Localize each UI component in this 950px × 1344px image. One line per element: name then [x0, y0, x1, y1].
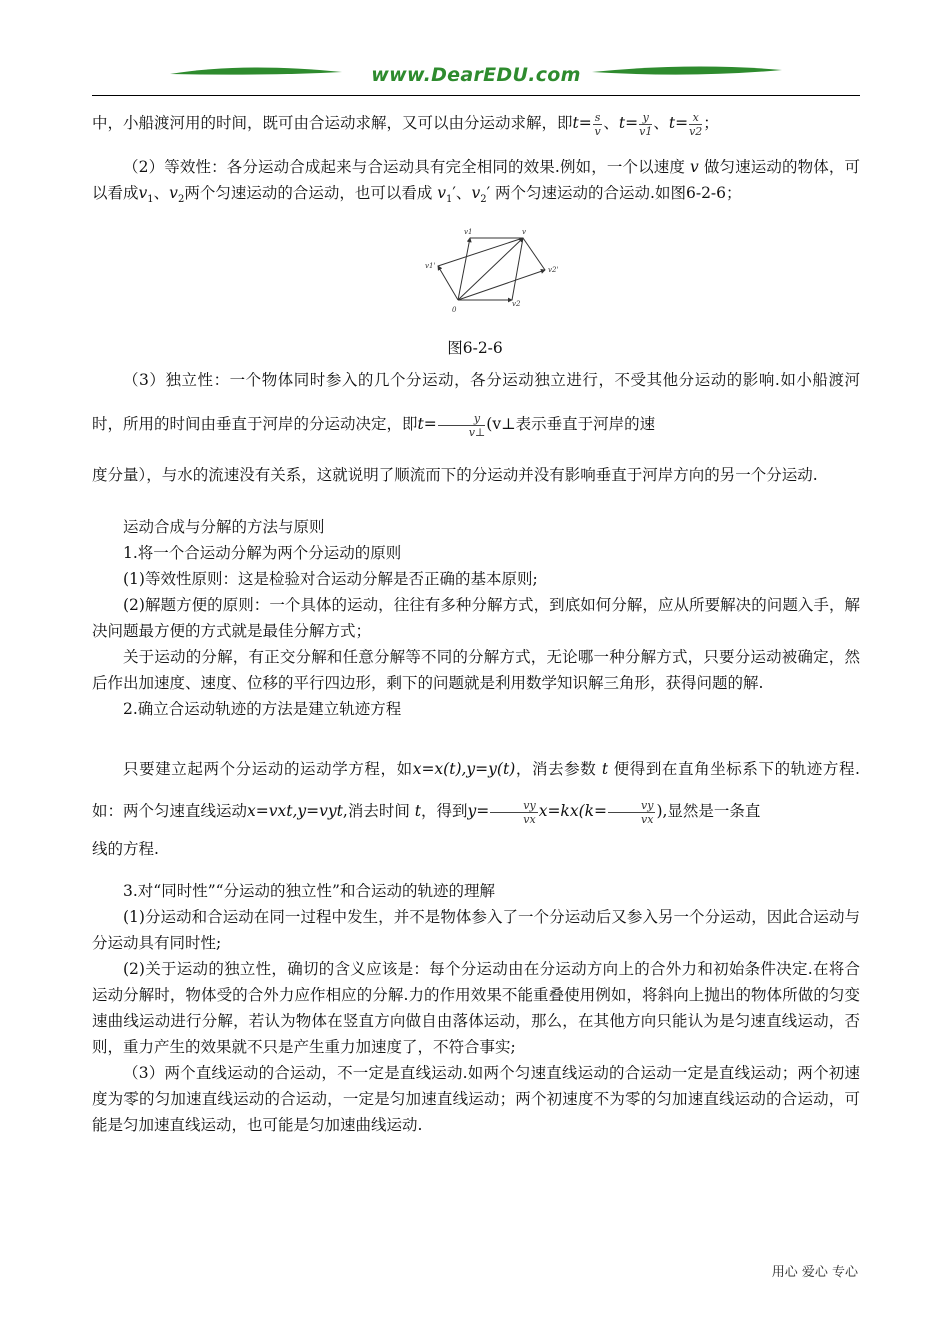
end-punct: ；: [703, 114, 719, 132]
para4-h: ),显然是一条直: [656, 802, 761, 820]
frac-den: v2: [689, 124, 703, 138]
t-eq-3: t=: [668, 114, 689, 132]
decomposition-note: 关于运动的分解，有正交分解和任意分解等不同的分解方式，无论哪一种分解方式，只要分运动被确定，然后作出加速度、速度、位移的平行四边形，剩下的问题就是利用数学知识解三角形，获得问题的解.: [92, 648, 860, 692]
prime-2: ′: [486, 184, 491, 202]
var-v: v: [690, 158, 699, 176]
frac-num: vy: [608, 799, 655, 813]
label-v2: v2: [512, 300, 521, 308]
para4-i: 线的方程.: [92, 840, 159, 858]
para4-b: ，消去参数: [515, 760, 597, 778]
para2-c: 两个匀速运动的合运动，也可以看成: [184, 184, 433, 202]
sep: 、: [653, 114, 669, 132]
velocity-parallelogram-diagram: [420, 224, 570, 318]
understanding-heading: 3.对“同时性”“分运动的独立性”和合运动的轨迹的理解: [123, 882, 495, 900]
fraction-x-over-v2: [689, 111, 702, 138]
paragraph-1: [92, 110, 860, 138]
para2-a: （2）等效性：各分运动合成起来与合运动具有完全相同的效果.例如，一个以速度: [123, 158, 685, 176]
label-v2-prime: v2': [548, 266, 559, 274]
label-v1-prime: v1': [425, 262, 436, 270]
paragraph-2: [92, 154, 860, 213]
frac-den: v1: [639, 124, 653, 138]
eq-kx: x=kx(k=: [538, 802, 607, 820]
para4-d: ,消去时间: [342, 802, 410, 820]
paragraph-3-cont: [92, 462, 860, 488]
paragraph-4: [92, 748, 860, 862]
paragraph-3: [92, 358, 860, 446]
var-v2: v: [169, 184, 178, 202]
sub-2: 2: [480, 194, 487, 206]
eq-uniform-motion: x=vxt,y=vyt: [247, 802, 343, 820]
figure-caption: 图6-2-6: [447, 339, 503, 357]
figure-6-2-6: [420, 224, 570, 318]
principle-1: (1)等效性原则：这是检验对合运动分解是否正确的基本原则;: [123, 570, 538, 588]
site-brand: www.DearEDU.com: [371, 64, 581, 86]
understanding-3: （3）两个直线运动的合运动，不一定是直线运动.如两个匀速直线运动的合运动一定是直线运动；两个初速度为零的匀加速直线运动的合运动，一定是匀加速直线运动；两个初速度不为零的匀加速直线运动的合运动，可能是匀加速直线运动，也可能是匀加速曲线运动.: [92, 1064, 860, 1134]
sub-2: 2: [177, 194, 185, 206]
var-t: t: [414, 802, 421, 820]
sub-1: 1: [147, 194, 154, 206]
method-section: [92, 514, 860, 722]
para2-b: 做匀速运动的物体，可以看成: [92, 158, 860, 202]
var-v1: v: [138, 184, 148, 202]
frac-num: y: [639, 111, 652, 125]
fraction-y-over-vperp: [438, 412, 486, 439]
fraction-vy-over-vx: [608, 799, 655, 826]
understanding-section: [92, 878, 860, 1138]
prime-1: ′、: [452, 184, 472, 202]
vector-v2-prime: [458, 270, 545, 300]
trajectory-heading: 2.确立合运动轨迹的方法是建立轨迹方程: [123, 700, 402, 718]
fraction-vy-over-vx: [490, 799, 537, 826]
page-header: [92, 60, 860, 96]
para1-text: 中，小船渡河用的时间，既可由合运动求解，又可以由分运动求解，即: [92, 114, 573, 132]
label-v: v: [522, 228, 526, 236]
sub-1: 1: [446, 194, 453, 206]
parallelogram-edge: [438, 238, 523, 266]
header-rule: [92, 95, 860, 96]
para3-c: 度分量），与水的流速没有关系，这就说明了顺流而下的分运动并没有影响垂直于河岸方向的另一个分运动.: [92, 466, 818, 484]
label-v1: v1: [464, 228, 473, 236]
fraction-y-over-v1: [639, 111, 652, 138]
t-eq-2: t=: [618, 114, 639, 132]
principle-2: (2)解题方便的原则：一个具体的运动，往往有多种分解方式，到底如何分解，应从所要解决的问题入手，解决问题最方便的方式就是最佳分解方式；: [92, 596, 860, 640]
para4-a: 只要建立起两个分运动的运动学方程，如: [123, 760, 413, 778]
para4-c: 便得到在直角坐标系下的轨迹方程.如：两个匀速直线运动: [92, 760, 860, 820]
vector-v1-prime: [438, 266, 458, 300]
var-v1-prime: v: [437, 184, 447, 202]
page-footer: 用心 爱心 专心: [771, 1265, 858, 1280]
label-origin: 0: [452, 306, 457, 314]
frac-num: vy: [490, 799, 537, 813]
y-eq: y=: [467, 802, 490, 820]
para3-a: （3）独立性：一个物体同时参入的几个分运动，各分运动独立进行，不受其他分运动的影响.如小船渡河时，所用的时间由垂直于河岸的分运动决定，即: [92, 371, 860, 433]
section-heading: 运动合成与分解的方法与原则: [123, 518, 325, 536]
frac-num: s: [594, 110, 601, 124]
understanding-2: (2)关于运动的独立性，确切的含义应该是：每个分运动由在分运动方向上的合外力和初始条件决定.在将合运动分解时，物体受的合外力应作相应的分解.力的作用效果不能重叠使用例如，将斜向上抛出的物体所做的匀变速曲线运动进行分解，若认为物体在竖直方向做自由落体运动，那么，在其他方向只能认为是匀速直线运动，否则，重力产生的效果就不只是产生重力加速度了，不符合事实;: [92, 960, 860, 1056]
frac-num: x: [689, 111, 702, 125]
frac-den: v: [594, 124, 601, 138]
para3-b: (v⊥表示垂直于河岸的速: [486, 415, 656, 433]
principle-heading: 1.将一个合运动分解为两个分运动的原则: [123, 544, 402, 562]
sep: 、: [603, 114, 619, 132]
t-eq: t=: [417, 415, 437, 433]
sep: 、: [153, 184, 170, 202]
frac-den: vx: [641, 812, 654, 826]
fraction-s-over-v: [593, 111, 603, 138]
understanding-1: (1)分运动和合运动在同一过程中发生，并不是物体参入了一个分运动后又参入另一个分运动，因此合运动与分运动具有同时性;: [92, 908, 860, 952]
para4-e: ，得到: [421, 802, 468, 820]
t-eq-1: t=: [572, 114, 592, 132]
para2-d: 两个匀速运动的合运动.如图6-2-6；: [495, 184, 742, 202]
parallelogram-edge: [523, 238, 545, 270]
frac-num: y: [438, 412, 486, 426]
var-v2-prime: v: [471, 184, 481, 202]
var-t: t: [601, 760, 609, 778]
eq-xy-t: x=x(t),y=y(t): [412, 760, 516, 778]
frac-den: v⊥: [468, 425, 486, 439]
frac-den: vx: [523, 812, 536, 826]
